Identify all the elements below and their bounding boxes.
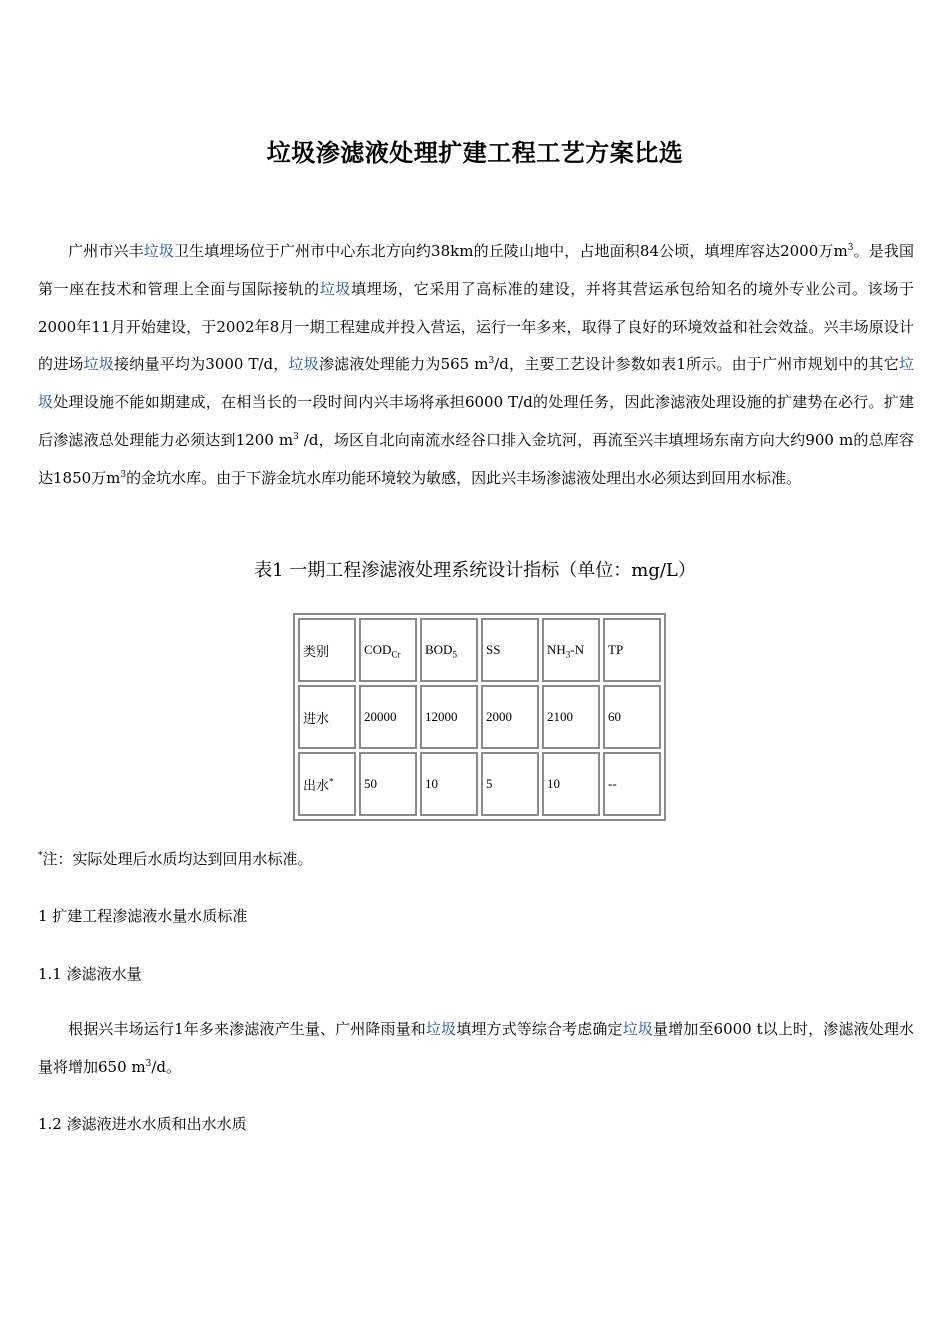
keyword-link[interactable]: 垃圾 [83,355,115,374]
superscript: 3 [145,1058,152,1069]
text-run: 根据兴丰场运行1年多来渗滤液产生量、广州降雨量和 [68,1020,426,1038]
table-cell: 5 [481,752,539,816]
section-heading-1-2: 1.2 渗滤液进水水质和出水水质 [38,1115,247,1133]
table-header-row [298,618,661,682]
design-spec-table [293,613,666,821]
table-cell: 12000 [420,685,478,749]
text-run: /d。 [151,1057,182,1076]
table-cell: 60 [603,685,661,749]
header-cell-cod [359,618,417,682]
subscript: 5 [452,649,457,660]
header-cell-category: 类别 [298,618,356,682]
superscript: 3 [293,431,299,442]
cell-text: NH [547,642,566,657]
text-run: 处理设施不能如期建成，在相当长的一段时间内兴丰场将承担6000 T/d的处理任务，因此渗滤液处理设施的扩建势在必行。扩建后渗滤液总处理能力必须达到1200 m [38,393,914,449]
table-cell: 50 [359,752,417,816]
table-footnote [38,848,313,869]
table-cell: -- [603,752,661,816]
row-label-inflow: 进水 [298,685,356,749]
keyword-link[interactable]: 垃圾 [38,355,914,412]
table-cell: 2100 [542,685,600,749]
subscript: Cr [391,649,401,660]
intro-paragraph [38,233,914,498]
text-run: 填埋方式等综合考虑确定 [456,1020,623,1038]
text-run: 的金坑水库。由于下游金坑水库功能环境较为敏感，因此兴丰场渗滤液处理出水必须达到回用水标准。 [126,468,802,487]
table-row-inflow [298,685,661,749]
superscript: * [329,776,334,787]
table-cell: 10 [420,752,478,816]
text-run: 广州市兴丰 [68,242,144,260]
text-run: 。是我国第一座在技术和管理上全面与国际接轨的 [38,242,914,298]
table-cell: 2000 [481,685,539,749]
keyword-link[interactable]: 垃圾 [425,1020,457,1038]
superscript: * [38,851,43,861]
header-cell-bod [420,618,478,682]
section-heading-1-1: 1.1 渗滤液水量 [38,965,142,983]
document-title: 垃圾渗滤液处理扩建工程工艺方案比选 [266,138,684,167]
table-caption: 表1 一期工程渗滤液处理系统设计指标（单位：mg/L） [254,560,696,581]
table-cell: 10 [542,752,600,816]
header-cell-nh3n [542,618,600,682]
superscript: 3 [847,243,854,253]
keyword-link[interactable]: 垃圾 [143,242,174,260]
cell-text: COD [364,642,392,657]
table-row-outflow [298,752,661,816]
cell-text: -N [570,642,584,657]
keyword-link[interactable]: 垃圾 [622,1020,653,1038]
header-cell-tp: TP [603,618,661,682]
keyword-link[interactable]: 垃圾 [288,355,319,374]
text-run: 卫生填埋场位于广州市中心东北方向约38km的丘陵山地中，占地面积84公顷，填埋库容达2000万m [173,242,848,260]
footnote-text: 注：实际处理后水质均达到回用水标准。 [42,850,313,868]
header-cell-ss: SS [481,618,539,682]
text-run: 量增加至6000 t以上时，渗滤液处理水量将增加650 m [38,1020,914,1076]
cell-text: 出水 [303,777,330,793]
text-run: 填埋场，它采用了高标准的建设，并将其营运承包给知名的境外专业公司。该场于2000年11月开始建设，于2002年8月一期工程建成并投入营运，运行一年多来，取得了良好的环境效益和社会效益。兴丰场原设计的进场 [38,279,914,374]
table-cell: 20000 [359,685,417,749]
cell-text: BOD [425,642,453,657]
row-label-outflow [298,752,356,816]
subscript: 3 [565,649,571,660]
water-volume-paragraph [38,1011,914,1087]
superscript: 3 [488,356,495,367]
text-run: /d，场区自北向南流水经谷口排入金坑河，再流至兴丰填埋场东南方向大约900 m的总库容达1850万m [38,430,914,487]
text-run: 渗滤液处理能力为565 m [318,355,489,374]
text-run: /d，主要工艺设计参数如表1所示。由于广州市规划中的其它 [494,355,899,374]
section-heading-1: 1 扩建工程渗滤液水量水质标准 [38,907,248,925]
keyword-link[interactable]: 垃圾 [319,279,352,298]
superscript: 3 [120,469,127,480]
text-run: 接纳量平均为3000 T/d， [114,355,289,374]
